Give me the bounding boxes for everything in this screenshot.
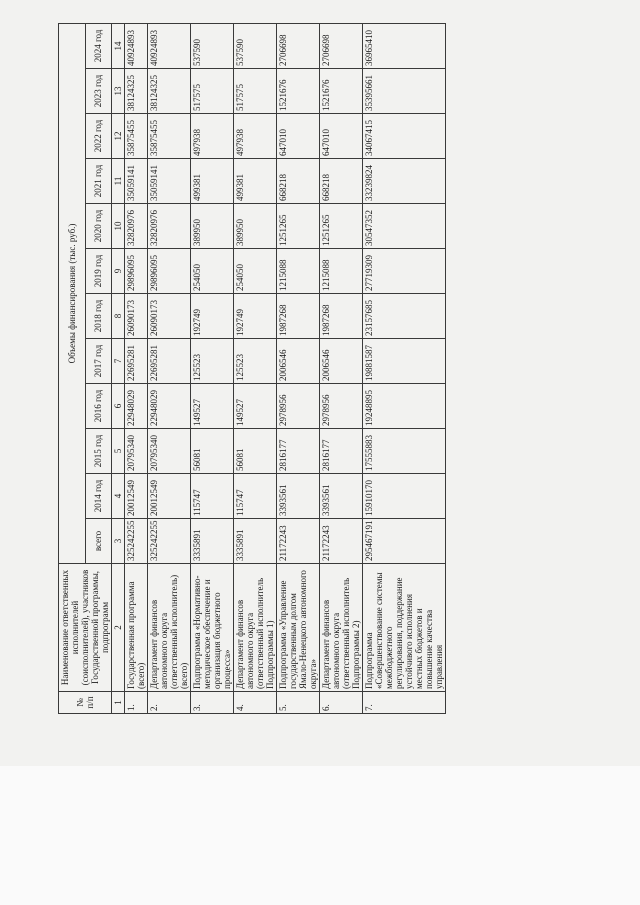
row-value: 23157685 — [363, 294, 446, 339]
row-value: 22695281 — [125, 339, 148, 384]
row-value: 647010 — [277, 114, 320, 159]
row-value: 36965410 — [363, 23, 446, 68]
row-value: 537590 — [234, 23, 277, 68]
row-value: 32820976 — [125, 204, 148, 249]
row-value: 537590 — [191, 23, 234, 68]
row-value: 2816177 — [320, 429, 363, 474]
table-row — [148, 23, 191, 713]
row-value: 149527 — [191, 384, 234, 429]
header-name: Наименование ответственных исполнителей (соисполнителей), участников Государственной программы, подпрограмм — [59, 564, 112, 692]
row-value: 115747 — [234, 474, 277, 519]
table-row — [363, 23, 446, 713]
row-value: 125523 — [191, 339, 234, 384]
row-value: 499381 — [234, 159, 277, 204]
header-year: 2018 год — [85, 294, 112, 339]
row-value: 499381 — [191, 159, 234, 204]
row-value: 254050 — [234, 249, 277, 294]
row-value: 2816177 — [277, 429, 320, 474]
header-year: 2021 год — [85, 159, 112, 204]
row-name: Подпрограмма «Управление государственным долгом Ямало-Ненецкого автономного округа» — [277, 564, 320, 692]
row-value: 40924893 — [125, 23, 148, 68]
row-value: 2706698 — [320, 23, 363, 68]
header-year: 2015 год — [85, 429, 112, 474]
table-row — [234, 23, 277, 713]
row-value: 56081 — [191, 429, 234, 474]
column-index: 3 — [112, 519, 125, 564]
rotated-content — [58, 24, 578, 714]
column-index: 5 — [112, 429, 125, 474]
header-index-row — [112, 23, 125, 713]
row-value: 21172243 — [277, 519, 320, 564]
row-value: 497938 — [191, 114, 234, 159]
row-value: 22695281 — [148, 339, 191, 384]
row-number: 2. — [148, 692, 191, 714]
column-index: 11 — [112, 159, 125, 204]
row-value: 497938 — [234, 114, 277, 159]
row-value: 22948029 — [148, 384, 191, 429]
table-row — [277, 23, 320, 713]
row-value: 668218 — [277, 159, 320, 204]
row-value: 2006546 — [320, 339, 363, 384]
row-name: Подпрограмма «Нормативно-методическое обеспечение и организация бюджетного процесса» — [191, 564, 234, 692]
header-year: 2020 год — [85, 204, 112, 249]
row-name: Департамент финансов автономного округа (ответственный исполнитель Подпрограммы 1) — [234, 564, 277, 692]
column-index: 8 — [112, 294, 125, 339]
row-value: 17555883 — [363, 429, 446, 474]
row-value: 34067415 — [363, 114, 446, 159]
header-year: 2023 год — [85, 69, 112, 114]
row-value: 1521676 — [320, 69, 363, 114]
row-value: 2006546 — [277, 339, 320, 384]
header-year: 2024 год — [85, 23, 112, 68]
row-value: 35875455 — [125, 114, 148, 159]
row-number: 7. — [363, 692, 446, 714]
column-index: 4 — [112, 474, 125, 519]
row-value: 325242255 — [125, 519, 148, 564]
row-value: 35059141 — [148, 159, 191, 204]
row-value: 26090173 — [125, 294, 148, 339]
row-value: 1521676 — [277, 69, 320, 114]
row-value: 35395661 — [363, 69, 446, 114]
column-index: 14 — [112, 23, 125, 68]
row-value: 38124325 — [125, 69, 148, 114]
row-value: 325242255 — [148, 519, 191, 564]
row-number: 5. — [277, 692, 320, 714]
row-value: 56081 — [234, 429, 277, 474]
row-value: 3393561 — [277, 474, 320, 519]
row-value: 125523 — [234, 339, 277, 384]
row-value: 2706698 — [277, 23, 320, 68]
row-value: 19248895 — [363, 384, 446, 429]
row-value: 389950 — [191, 204, 234, 249]
header-year: 2014 год — [85, 474, 112, 519]
row-value: 20795340 — [125, 429, 148, 474]
row-value: 2978956 — [277, 384, 320, 429]
header-financing: Объемы финансирования (тыс. руб.) — [59, 23, 86, 563]
row-value: 647010 — [320, 114, 363, 159]
column-index: 13 — [112, 69, 125, 114]
row-value: 19881587 — [363, 339, 446, 384]
row-value: 192749 — [191, 294, 234, 339]
column-index: 12 — [112, 114, 125, 159]
header-year: 2016 год — [85, 384, 112, 429]
column-index: 6 — [112, 384, 125, 429]
row-value: 29896095 — [125, 249, 148, 294]
row-number: 3. — [191, 692, 234, 714]
row-value: 1251265 — [277, 204, 320, 249]
header-year: всего — [85, 519, 112, 564]
row-value: 32820976 — [148, 204, 191, 249]
row-name: Департамент финансов автономного округа (ответственный исполнитель Подпрограммы 2) — [320, 564, 363, 692]
row-value: 1987268 — [320, 294, 363, 339]
column-index: 7 — [112, 339, 125, 384]
row-value: 3393561 — [320, 474, 363, 519]
row-value: 3335891 — [191, 519, 234, 564]
table-row — [320, 23, 363, 713]
row-value: 2978956 — [320, 384, 363, 429]
column-index: 2 — [112, 564, 125, 692]
row-value: 192749 — [234, 294, 277, 339]
row-value: 517575 — [234, 69, 277, 114]
row-value: 33239824 — [363, 159, 446, 204]
row-value: 1215088 — [320, 249, 363, 294]
row-number: 6. — [320, 692, 363, 714]
row-value: 20012549 — [125, 474, 148, 519]
row-value: 22948029 — [125, 384, 148, 429]
header-number: № п/п — [59, 692, 112, 714]
row-number: 1. — [125, 692, 148, 714]
row-value: 30547352 — [363, 204, 446, 249]
row-value: 20012549 — [148, 474, 191, 519]
row-value: 1251265 — [320, 204, 363, 249]
row-value: 295467191 — [363, 519, 446, 564]
column-index: 10 — [112, 204, 125, 249]
header-year: 2022 год — [85, 114, 112, 159]
row-value: 27719309 — [363, 249, 446, 294]
row-value: 149527 — [234, 384, 277, 429]
row-value: 26090173 — [148, 294, 191, 339]
column-index: 1 — [112, 692, 125, 714]
row-name: Департамент финансов автономного округа (ответственный исполнитель) (всего) — [148, 564, 191, 692]
page-margin — [0, 766, 640, 905]
row-value: 29896095 — [148, 249, 191, 294]
table-row — [125, 23, 148, 713]
column-index: 9 — [112, 249, 125, 294]
row-value: 254050 — [191, 249, 234, 294]
row-value: 115747 — [191, 474, 234, 519]
header-year: 2019 год — [85, 249, 112, 294]
row-value: 35059141 — [125, 159, 148, 204]
row-value: 3335891 — [234, 519, 277, 564]
structure-table — [58, 23, 446, 714]
row-value: 35875455 — [148, 114, 191, 159]
row-value: 15910170 — [363, 474, 446, 519]
row-value: 668218 — [320, 159, 363, 204]
row-value: 38124325 — [148, 69, 191, 114]
header-row — [59, 23, 86, 713]
header-year: 2017 год — [85, 339, 112, 384]
table-row — [191, 23, 234, 713]
row-value: 21172243 — [320, 519, 363, 564]
row-value: 20795340 — [148, 429, 191, 474]
row-name: Государственная программа (всего) — [125, 564, 148, 692]
row-value: 389950 — [234, 204, 277, 249]
row-value: 1987268 — [277, 294, 320, 339]
row-value: 40924893 — [148, 23, 191, 68]
row-number: 4. — [234, 692, 277, 714]
row-name: Подпрограмма «Совершенствование системы межбюджетного регулирования, поддержание устойчивого исполнения местных бюджетов и повышение качества управления — [363, 564, 446, 692]
row-value: 517575 — [191, 69, 234, 114]
row-value: 1215088 — [277, 249, 320, 294]
